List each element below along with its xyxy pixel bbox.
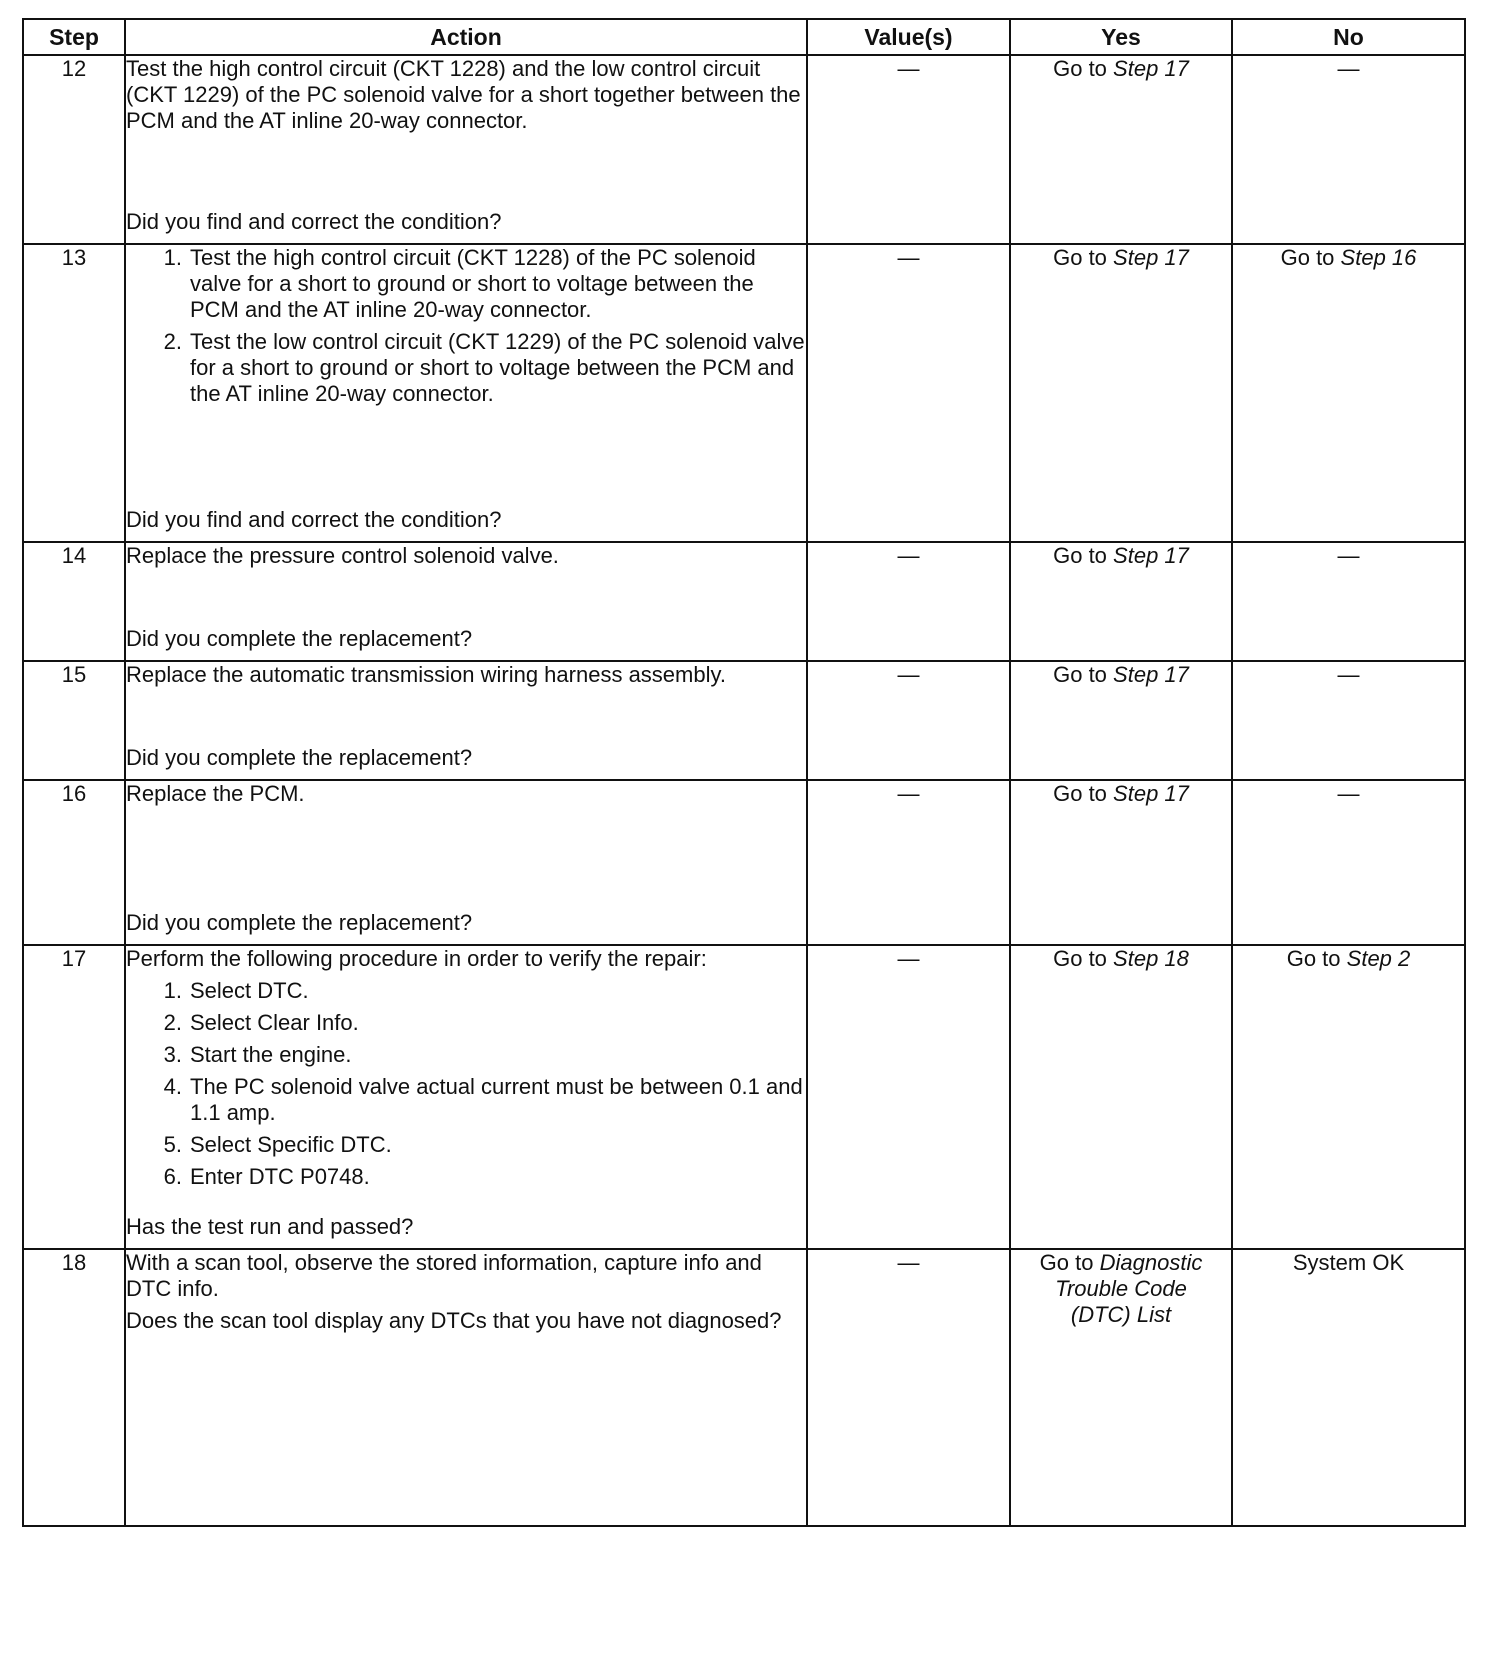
value-cell: — [807, 945, 1010, 1249]
list-item [126, 329, 806, 407]
no-goto [1281, 245, 1417, 270]
list-item [126, 1132, 806, 1158]
step-number: 18 [23, 1249, 125, 1526]
no-cell: — [1232, 661, 1465, 780]
step-number: 14 [23, 542, 125, 661]
action-text: Replace the automatic transmission wiring harness assembly. [126, 662, 726, 687]
list-text: Select DTC. [190, 978, 309, 1003]
goto-prefix: Go to [1053, 543, 1107, 568]
value-cell: — [807, 55, 1010, 244]
action-cell [125, 945, 807, 1249]
goto-step-link: Step 2 [1346, 946, 1411, 971]
step-number: 15 [23, 661, 125, 780]
list-number: 1. [163, 245, 182, 270]
yes-cell [1010, 55, 1232, 244]
yes-cell [1010, 661, 1232, 780]
no-cell: — [1232, 780, 1465, 945]
action-question: Has the test run and passed? [126, 1214, 414, 1239]
list-text: Select Specific DTC. [190, 1132, 392, 1157]
table-row [23, 1249, 1465, 1526]
list-number: 1. [163, 978, 182, 1003]
value-cell: — [807, 542, 1010, 661]
goto-step-link: Step 16 [1340, 245, 1417, 270]
action-question: Did you find and correct the condition? [126, 507, 502, 532]
yes-cell [1010, 945, 1232, 1249]
table-row [23, 542, 1465, 661]
table-row [23, 55, 1465, 244]
diagnostic-table [22, 18, 1466, 1527]
list-text: Test the high control circuit (CKT 1228) of the PC solenoid valve for a short to ground or short to voltage between the PCM and the AT inline 20-way connector. [190, 245, 756, 322]
no-cell [1232, 945, 1465, 1249]
step-number: 12 [23, 55, 125, 244]
action-text: Perform the following procedure in order to verify the repair: [126, 946, 707, 971]
no-cell [1232, 1249, 1465, 1526]
list-item [126, 1074, 806, 1126]
no-goto [1287, 946, 1411, 971]
list-item [126, 1042, 806, 1068]
yes-cell [1010, 542, 1232, 661]
goto-prefix: Go to [1280, 245, 1335, 270]
table-row [23, 661, 1465, 780]
list-text: Enter DTC P0748. [190, 1164, 370, 1189]
list-item [126, 978, 806, 1004]
action-text: With a scan tool, observe the stored information, capture info and DTC info. [126, 1250, 762, 1301]
yes-goto [1053, 56, 1189, 81]
no-cell [1232, 244, 1465, 542]
value-cell: — [807, 1249, 1010, 1526]
step-number: 13 [23, 244, 125, 542]
list-item [126, 1010, 806, 1036]
action-question: Did you find and correct the condition? [126, 209, 502, 234]
goto-step-link: Step 17 [1113, 543, 1189, 568]
goto-prefix: Go to [1286, 946, 1341, 971]
list-item [126, 245, 806, 323]
goto-step-link: Step 17 [1113, 245, 1189, 270]
no-cell: — [1232, 542, 1465, 661]
table-header-row [23, 19, 1465, 55]
yes-goto [1053, 781, 1189, 806]
header-yes: Yes [1010, 19, 1232, 55]
action-question: Did you complete the replacement? [126, 626, 473, 651]
list-text: Start the engine. [190, 1042, 352, 1067]
list-number: 4. [163, 1074, 182, 1099]
header-step: Step [23, 19, 125, 55]
action-text: Test the high control circuit (CKT 1228) and the low control circuit (CKT 1229) of the PC solenoid valve for a short together between the PCM and the AT inline 20-way connector. [126, 56, 801, 133]
action-cell [125, 542, 807, 661]
list-text: The PC solenoid valve actual current must be between 0.1 and 1.1 amp. [190, 1074, 803, 1125]
table-row [23, 945, 1465, 1249]
goto-prefix: Go to [1053, 781, 1107, 806]
value-cell: — [807, 244, 1010, 542]
list-text: Test the low control circuit (CKT 1229) of the PC solenoid valve for a short to ground or short to voltage between the PCM and the AT inline 20-way connector. [190, 329, 805, 406]
goto-step-link: Step 17 [1113, 662, 1189, 687]
goto-prefix: Go to [1053, 245, 1107, 270]
step-number: 16 [23, 780, 125, 945]
action-cell [125, 661, 807, 780]
goto-prefix: Go to [1053, 946, 1107, 971]
list-number: 5. [163, 1132, 182, 1157]
goto-step-link: Step 17 [1113, 56, 1189, 81]
list-text: Select Clear Info. [190, 1010, 359, 1035]
yes-goto [1053, 946, 1189, 971]
action-list [126, 245, 806, 413]
goto-step-link: Step 17 [1113, 781, 1189, 806]
goto-prefix: Go to [1039, 1250, 1094, 1275]
yes-goto [1053, 245, 1189, 270]
yes-cell [1010, 244, 1232, 542]
action-cell [125, 780, 807, 945]
list-number: 3. [163, 1042, 182, 1067]
action-cell [125, 244, 807, 542]
yes-goto [1053, 543, 1189, 568]
goto-prefix: Go to [1053, 56, 1107, 81]
action-list [126, 978, 806, 1190]
system-ok-text: System OK [1292, 1250, 1405, 1275]
yes-cell [1010, 1249, 1232, 1526]
header-values: Value(s) [807, 19, 1010, 55]
goto-step-link: Step 18 [1113, 946, 1189, 971]
goto-dtc-list-link: Diagnostic Trouble Code (DTC) List [1055, 1250, 1203, 1327]
value-cell: — [807, 661, 1010, 780]
list-number: 6. [163, 1164, 182, 1189]
action-question: Does the scan tool display any DTCs that you have not diagnosed? [126, 1308, 782, 1333]
action-question: Did you complete the replacement? [126, 745, 473, 770]
yes-goto [1053, 662, 1189, 687]
action-text: Replace the pressure control solenoid valve. [126, 543, 559, 568]
action-cell [125, 55, 807, 244]
no-cell: — [1232, 55, 1465, 244]
header-action: Action [125, 19, 807, 55]
step-number: 17 [23, 945, 125, 1249]
value-cell: — [807, 780, 1010, 945]
list-item [126, 1164, 806, 1190]
action-question: Did you complete the replacement? [126, 910, 473, 935]
header-no: No [1232, 19, 1465, 55]
table-row [23, 244, 1465, 542]
action-text: Replace the PCM. [126, 781, 305, 806]
action-cell [125, 1249, 807, 1526]
list-number: 2. [163, 329, 182, 354]
yes-cell [1010, 780, 1232, 945]
table-row [23, 780, 1465, 945]
goto-prefix: Go to [1053, 662, 1107, 687]
list-number: 2. [163, 1010, 182, 1035]
yes-goto [1031, 1250, 1211, 1328]
